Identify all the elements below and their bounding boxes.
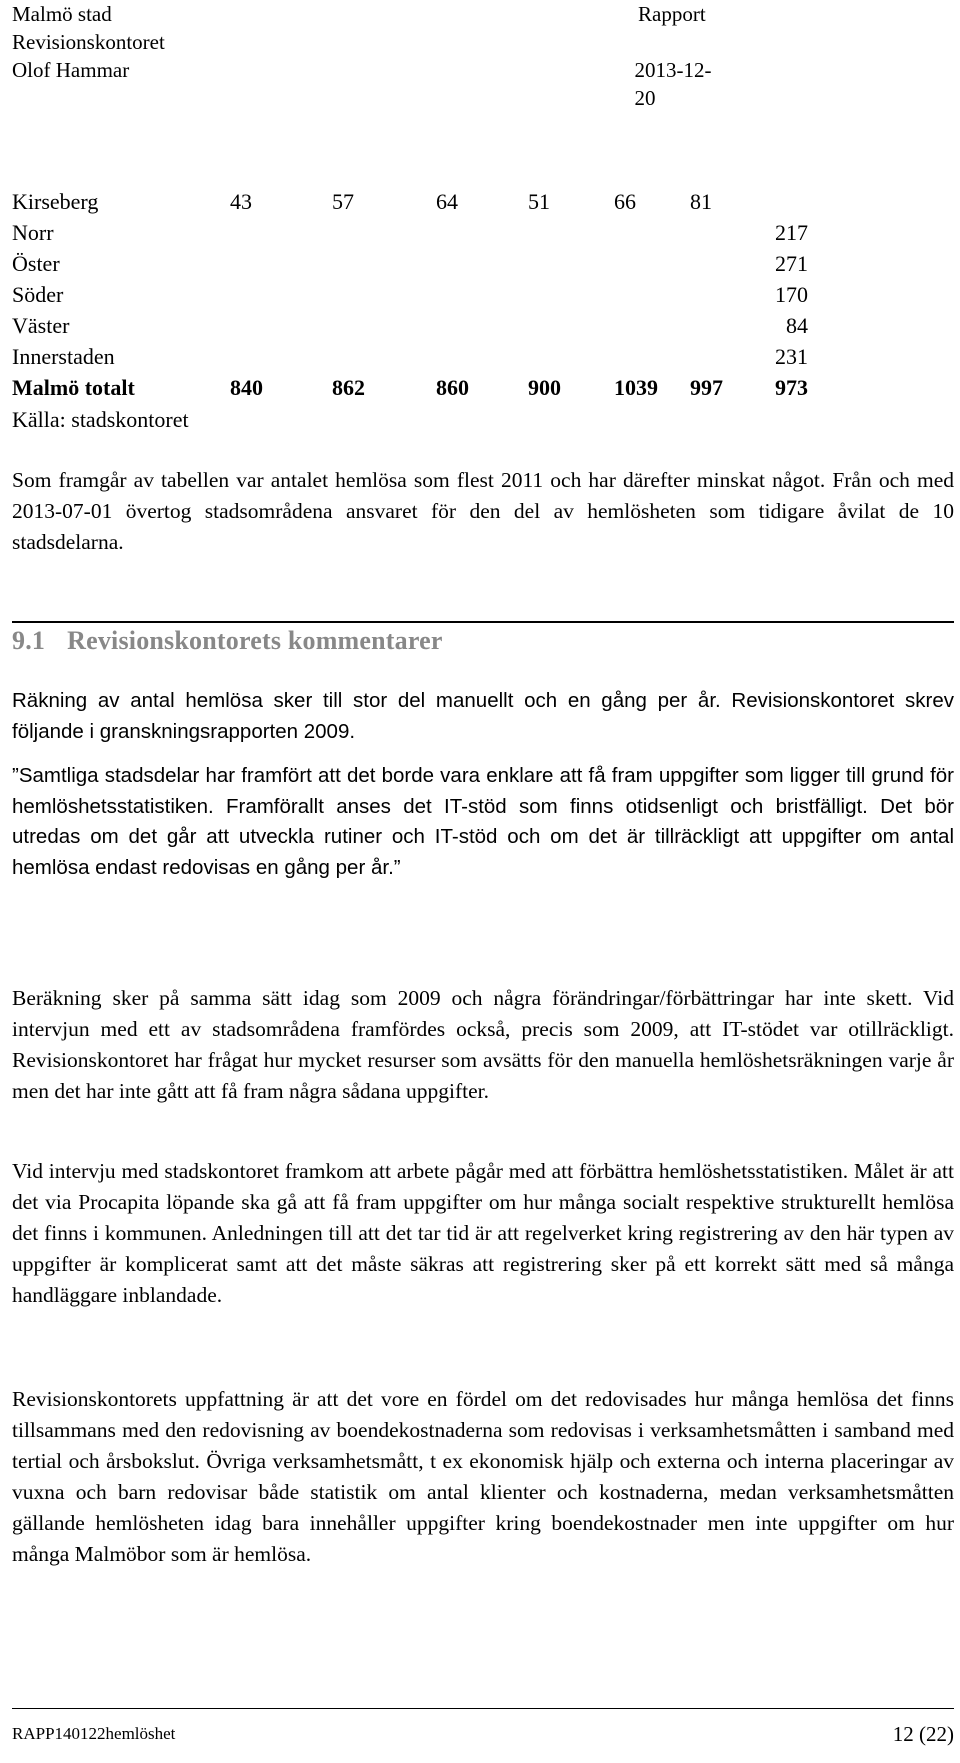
table-cell: 997 (690, 375, 723, 400)
table-cell: 1039 (614, 375, 658, 400)
table-cell (436, 217, 528, 248)
row-label: Öster (12, 251, 60, 276)
table-row (12, 279, 808, 310)
table-cell (690, 217, 748, 248)
table-cell (436, 279, 528, 310)
footer-page-number: 12 (22) (892, 1722, 954, 1746)
row-label: Innerstaden (12, 344, 115, 369)
section-heading (12, 626, 443, 656)
table-cell: 973 (775, 375, 808, 400)
table-cell (436, 310, 528, 341)
table-row (12, 217, 808, 248)
table-row (12, 248, 808, 279)
table-cell (230, 217, 332, 248)
table-cell (332, 279, 436, 310)
paragraph-1: Som framgår av tabellen var antalet hemlösa som flest 2011 och har därefter minskat något. Från och med 2013-07-01 övertog stadsområdena ansvaret för den del av hemlösheten som tidigare åvilat de 10 stadsdelarna. (12, 468, 954, 554)
table-source: Källa: stadskontoret (12, 407, 189, 432)
table-cell (436, 248, 528, 279)
table-cell: 840 (230, 375, 263, 400)
table-cell: 51 (528, 189, 550, 214)
homeless-table (12, 186, 808, 403)
table-cell: 43 (230, 189, 252, 214)
table-cell (690, 248, 748, 279)
paragraph-5: Vid intervju med stadskontoret framkom att arbete pågår med att förbättra hemlöshetsstatistiken. Målet är att det via Procapita löpande ska gå att få fram uppgifter om hur många socialt respektive strukturellt hemlösa det finns i kommunen. Anledningen till att det tar tid är att regelverket kring registrering av den här typen av uppgifter är komplicerat samt att det måste säkras att registrering sker på ett korrekt sätt med så många handläggare inblandade. (12, 1159, 954, 1307)
row-label: Norr (12, 220, 54, 245)
table-cell (436, 341, 528, 372)
table-cell (528, 341, 614, 372)
quote-paragraph: ”Samtliga stadsdelar har framfört att det borde vara enklare att få fram uppgifter som ligger till grund för hemlöshetsstatistiken. Framförallt anses det IT-stöd som finns otidsenligt och bristfälligt. Det bör utredas om det går att utveckla rutiner och IT-stöd och om det är tillräckligt att uppgifter om antal hemlösa endast redovisas en gång per år.” (12, 764, 954, 879)
table-row (12, 372, 808, 403)
table-cell (690, 279, 748, 310)
table-row (12, 310, 808, 341)
table-cell (614, 310, 690, 341)
table-cell (230, 310, 332, 341)
header-author: Olof Hammar (12, 58, 130, 82)
row-label: Kirseberg (12, 189, 99, 214)
table-cell (614, 217, 690, 248)
paragraph-6: Revisionskontorets uppfattning är att det vore en fördel om det redovisades hur många hemlösa det finns tillsammans med den redovisning av boendekostnaderna som redovisas i verksamhetsmåtten i samband med tertial och årsbokslut. Övriga verksamhetsmått, t ex ekonomisk hjälp och externa och interna placeringar av vuxna och barn redovisar både statistik om antal klienter och kostnaderna, medan verksamhetsmåtten gällande hemlösheten idag bara innehåller uppgifter kring boendekostnader men inte uppgifter om hur många Malmöbor som är hemlösa. (12, 1387, 954, 1566)
table-cell: 862 (332, 375, 365, 400)
table-cell (230, 248, 332, 279)
footer-rule (12, 1708, 954, 1709)
table-cell (690, 341, 748, 372)
table-cell: 64 (436, 189, 458, 214)
table-cell (614, 248, 690, 279)
header-dept: Revisionskontoret (12, 30, 165, 54)
table-cell (332, 341, 436, 372)
table-row (12, 341, 808, 372)
table-cell (690, 310, 748, 341)
table-cell (528, 248, 614, 279)
table-cell (332, 248, 436, 279)
table-cell: 57 (332, 189, 354, 214)
table-cell: 81 (690, 189, 712, 214)
page-footer (12, 1714, 954, 1754)
page-header (12, 0, 732, 112)
table-cell (528, 217, 614, 248)
table-cell (748, 186, 808, 217)
section-number: 9.1 (12, 626, 46, 655)
table-cell: 271 (775, 251, 808, 276)
table-row (12, 186, 808, 217)
table-cell: 900 (528, 375, 561, 400)
table-cell (614, 279, 690, 310)
table-cell (230, 341, 332, 372)
table-cell: 84 (786, 313, 808, 338)
footer-docname: RAPP140122hemlöshet (12, 1724, 176, 1743)
paragraph-2: Räkning av antal hemlösa sker till stor del manuellt och en gång per år. Revisionskontoret skrev följande i granskningsrapporten 2009. (12, 689, 954, 743)
table-cell: 170 (775, 282, 808, 307)
heading-rule (12, 621, 954, 623)
row-label: Väster (12, 313, 70, 338)
table-cell (332, 310, 436, 341)
table-cell: 66 (614, 189, 636, 214)
section-title: Revisionskontorets kommentarer (67, 626, 443, 655)
table-cell: 231 (775, 344, 808, 369)
table-cell (528, 279, 614, 310)
header-org: Malmö stad (12, 2, 112, 26)
header-doctype: Rapport (638, 2, 706, 26)
table-cell: 217 (775, 220, 808, 245)
row-label: Malmö totalt (12, 375, 135, 400)
table-cell (614, 341, 690, 372)
header-date: 2013-12-20 (634, 58, 712, 110)
row-label: Söder (12, 282, 64, 307)
table-cell (332, 217, 436, 248)
table-cell (528, 310, 614, 341)
paragraph-4: Beräkning sker på samma sätt idag som 2009 och några förändringar/förbättringar har inte skett. Vid intervjun med ett av stadsområdena framfördes också, precis som 2009, att IT-stödet var otillräckligt. Revisionskontoret har frågat hur mycket resurser som avsätts för den manuella hemlöshetsräkningen varje år men det har inte gått att få fram några sådana uppgifter. (12, 986, 954, 1103)
table-cell: 860 (436, 375, 469, 400)
table-cell (230, 279, 332, 310)
